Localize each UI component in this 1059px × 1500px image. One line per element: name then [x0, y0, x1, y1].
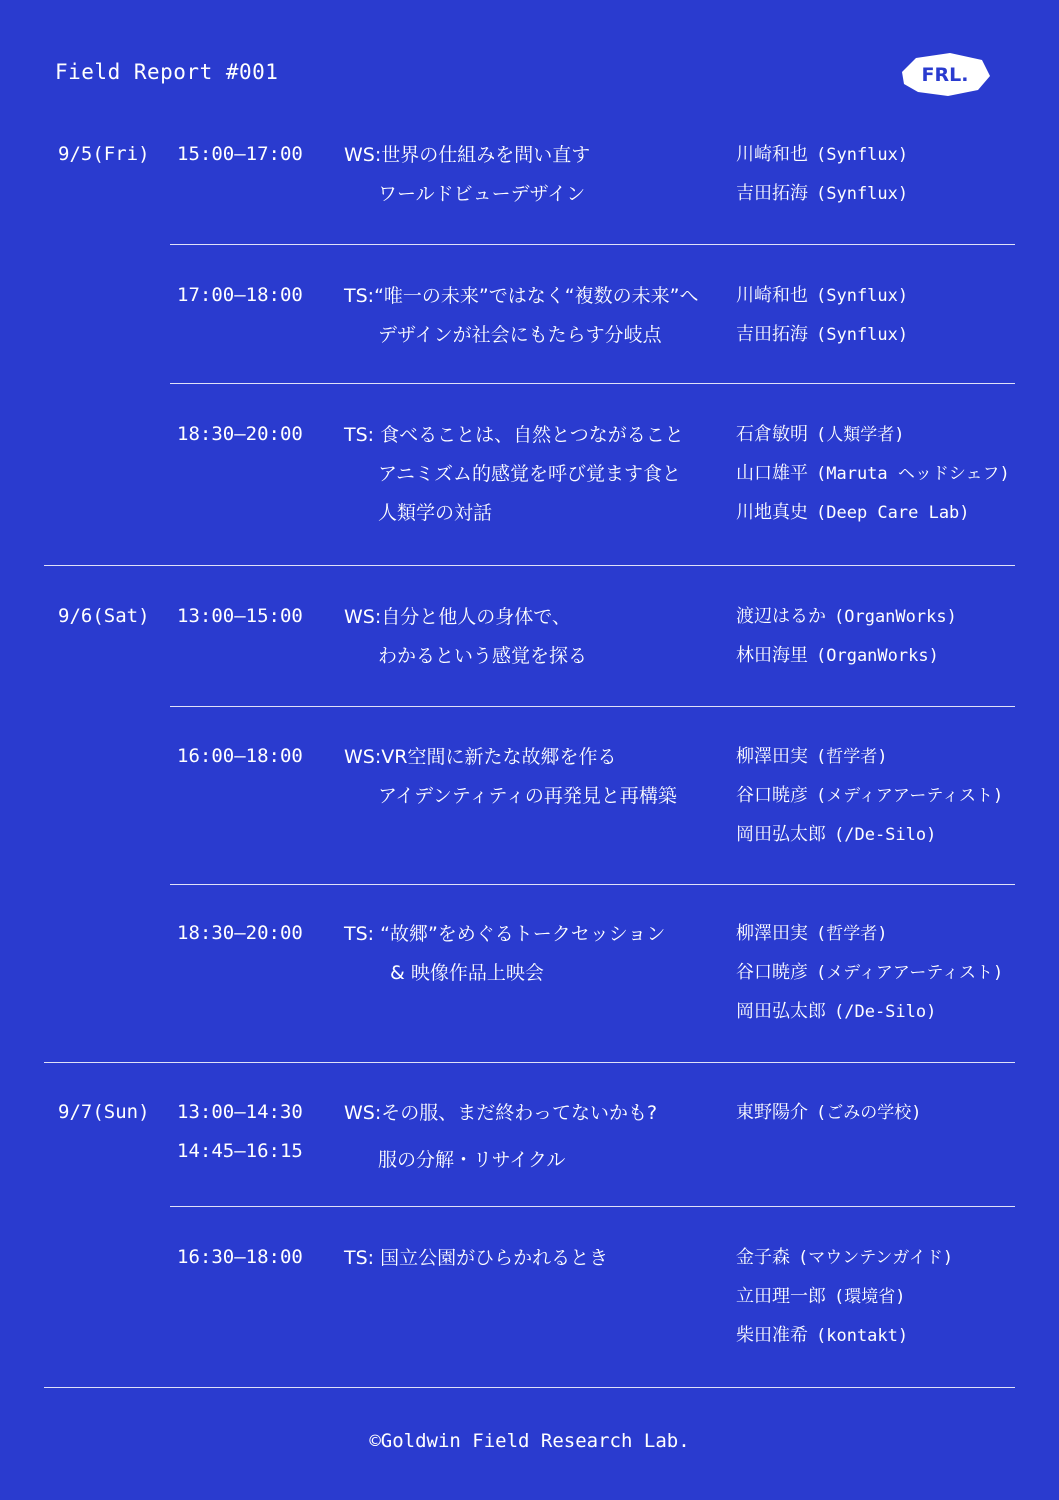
- divider: [170, 1206, 1015, 1207]
- session-speakers: [736, 1100, 921, 1139]
- session-title: WS:その服、まだ終わってないかも? 服の分解・リサイクル: [344, 1102, 658, 1171]
- session-time: 16:00–18:00: [177, 745, 303, 767]
- speaker: 吉田拓海 (Synflux): [736, 324, 909, 345]
- session-speakers: [736, 142, 908, 220]
- speaker: 柳澤田実 (哲学者): [736, 746, 888, 767]
- day-divider: [44, 1062, 1015, 1063]
- day-label: 9/5(Fri): [58, 143, 150, 165]
- speaker: 立田理一郎 (環境省): [736, 1286, 906, 1307]
- session-time: 15:00–17:00: [177, 143, 303, 165]
- session-time: 18:30–20:00: [177, 423, 303, 445]
- day-label: 9/7(Sun): [58, 1101, 150, 1123]
- session-time: 16:30–18:00: [177, 1246, 303, 1268]
- speaker: 岡田弘太郎 (/De-Silo): [736, 1001, 937, 1022]
- day-label: 9/6(Sat): [58, 605, 150, 627]
- divider: [170, 244, 1015, 245]
- divider: [170, 706, 1015, 707]
- session-speakers: [736, 921, 1003, 1038]
- day-divider: [44, 1387, 1015, 1388]
- session-speakers: [736, 744, 1003, 861]
- speaker: 山口雄平 (Maruta ヘッドシェフ): [736, 463, 1010, 484]
- session-speakers: [736, 422, 1010, 539]
- speaker: 金子森 (マウンテンガイド): [736, 1247, 954, 1268]
- speaker: 川崎和也 (Synflux): [736, 285, 909, 306]
- speaker: 柳澤田実 (哲学者): [736, 923, 888, 944]
- session-speakers: [736, 604, 957, 682]
- day-divider: [44, 565, 1015, 566]
- session-time: 18:30–20:00: [177, 922, 303, 944]
- session-title: TS: “故郷”をめぐるトークセッション & 映像作品上映会: [344, 923, 666, 984]
- session-title: TS: 国立公園がひらかれるとき: [344, 1247, 609, 1269]
- session-speakers: [736, 1245, 953, 1362]
- speaker: 渡辺はるか (OrganWorks): [736, 606, 957, 627]
- speaker: 石倉敏明 (人類学者): [736, 424, 905, 445]
- speaker: 谷口暁彦 (メディアアーティスト): [736, 785, 1004, 806]
- divider: [170, 884, 1015, 885]
- logo-text: FRL.: [921, 64, 969, 86]
- speaker: 吉田拓海 (Synflux): [736, 183, 909, 204]
- session-title: TS:“唯一の未来”ではなく“複数の未来”へ デザインが社会にもたらす分岐点: [344, 285, 699, 346]
- session-title: WS:自分と他人の身体で、 わかるという感覚を探る: [344, 606, 588, 667]
- speaker: 谷口暁彦 (メディアアーティスト): [736, 962, 1004, 983]
- session-time: 13:00–14:30 14:45–16:15: [177, 1101, 303, 1162]
- session-time: 17:00–18:00: [177, 284, 303, 306]
- session-title: WS:VR空間に新たな故郷を作る アイデンティティの再発見と再構築: [344, 746, 677, 807]
- speaker: 川崎和也 (Synflux): [736, 144, 909, 165]
- session-time: 13:00–15:00: [177, 605, 303, 627]
- session-title: WS:世界の仕組みを問い直す ワールドビューデザイン: [344, 144, 591, 205]
- header-title: Field Report #001: [55, 60, 279, 84]
- session-title: TS: 食べることは、自然とつながること アニミズム的感覚を呼び覚ます食と 人類学の対話: [344, 424, 684, 524]
- speaker: 岡田弘太郎 (/De-Silo): [736, 824, 937, 845]
- speaker: 柴田准希 (kontakt): [736, 1325, 909, 1346]
- divider: [170, 383, 1015, 384]
- speaker: 林田海里 (OrganWorks): [736, 645, 939, 666]
- footer-copyright: ©Goldwin Field Research Lab.: [369, 1430, 690, 1452]
- speaker: 川地真史 (Deep Care Lab): [736, 502, 970, 523]
- session-speakers: [736, 283, 908, 361]
- speaker: 東野陽介 (ごみの学校): [736, 1102, 922, 1123]
